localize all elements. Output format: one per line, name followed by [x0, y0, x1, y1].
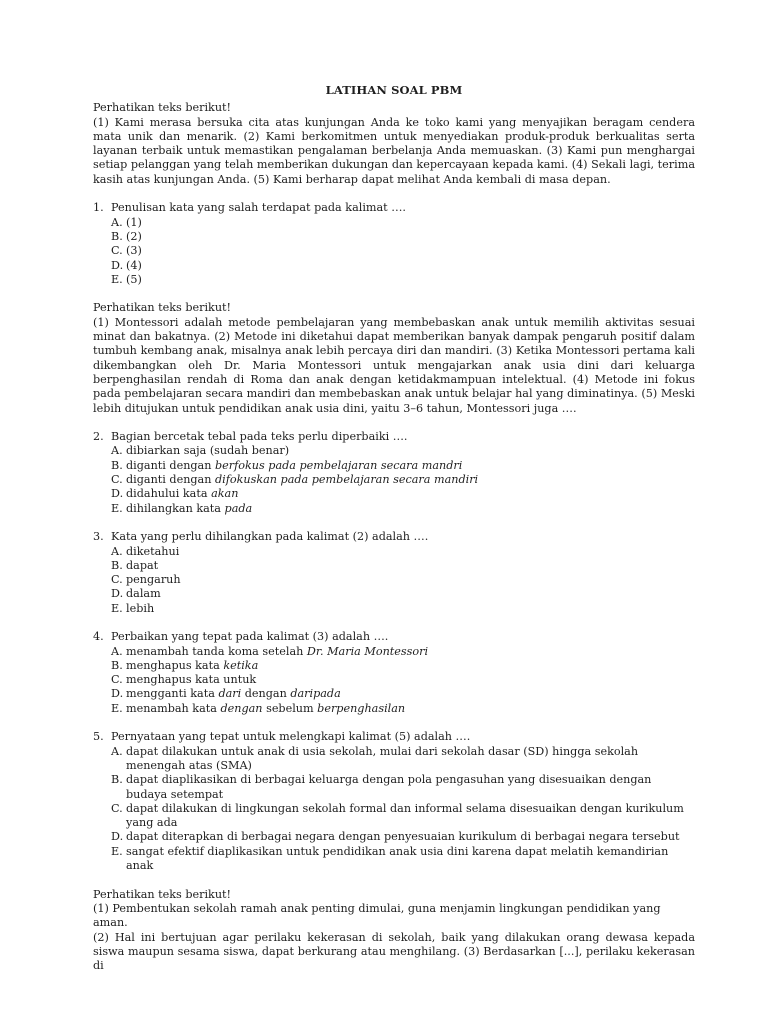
- option-text: [126, 673, 695, 687]
- option-text-part: dengan: [241, 687, 291, 701]
- option-text-part: dapat dilakukan untuk anak di usia sekolah, mulai dari sekolah dasar (SD) hingga sekolah menengah atas (SMA): [126, 744, 639, 772]
- answer-option: [93, 602, 695, 616]
- option-letter: C.: [111, 244, 123, 258]
- spacer: [93, 516, 695, 530]
- option-text: [126, 645, 695, 659]
- question-text: Bagian bercetak tebal pada teks perlu diperbaiki ….: [111, 430, 408, 444]
- option-text: [126, 444, 695, 458]
- option-letter: E.: [111, 272, 123, 286]
- question-stem: [93, 730, 695, 744]
- option-text: [126, 545, 695, 559]
- option-text: [126, 573, 695, 587]
- option-text: [126, 587, 695, 601]
- question-4-slot: [93, 630, 695, 716]
- option-text-part: diketahui: [126, 544, 180, 558]
- question-5-slot: [93, 730, 695, 873]
- option-text-part: dapat diterapkan di berbagai negara dengan penyesuaian kurikulum di berbagai negara tersebut: [126, 830, 680, 844]
- option-text: [126, 702, 695, 716]
- question-number: 2.: [93, 430, 104, 444]
- option-text-part: pengaruh: [126, 573, 181, 587]
- option-text: [126, 602, 695, 616]
- question-text: Kata yang perlu dihilangkan pada kalimat (2) adalah ….: [111, 530, 429, 544]
- option-letter: B.: [111, 773, 123, 787]
- option-letter: E.: [111, 501, 123, 515]
- option-text-part: menghapus kata untuk: [126, 673, 257, 687]
- passage-2: (1) Montessori adalah metode pembelajaran yang membebaskan anak untuk memilih aktivitas sesuai minat dan bakatnya. (2) Metode ini diketahui dapat memberikan banyak dampak pengaruh positif dalam tumbuh kembang anak, misalnya anak lebih percaya diri dan mandiri. (3) Ketika Montessori pertama kali dikembangkan oleh Dr. Maria Montessori untuk mengajarkan anak usia dini dari keluarga berpenghasilan rendah di Roma dan anak dengan ketidakmampuan intelektual. (4) Metode ini fokus pada pembelajaran secara mandiri dan membebaskan anak untuk belajar hal yang diminatinya. (5) Meski lebih ditujukan untuk pendidikan anak usia dini, yaitu 3–6 tahun, Montessori juga ….: [93, 315, 695, 415]
- passage-2-instruction: Perhatikan teks berikut!: [93, 301, 232, 315]
- passage-1: (1) Kami merasa bersuka cita atas kunjungan Anda ke toko kami yang menyajikan beragam cendera mata unik dan menarik. (2) Kami berkomitmen untuk menyediakan produk-produk berkualitas serta layanan terbaik untuk memastikan pengalaman berbelanja Anda memuaskan. (3) Kami pun menghargai setiap pelanggan yang telah memberikan dukungan dan kepercayaan kepada kami. (4) Sekali lagi, terima kasih atas kunjungan Anda. (5) Kami berharap dapat melihat Anda kembali di masa depan.: [93, 115, 695, 186]
- question-5: [93, 730, 695, 873]
- question-stem: [93, 201, 695, 215]
- answer-option: [93, 230, 695, 244]
- answer-option: [93, 802, 695, 831]
- option-text: [126, 802, 695, 831]
- answer-option: [93, 659, 695, 673]
- answer-option: [93, 244, 695, 258]
- answer-option: [93, 573, 695, 587]
- answer-option: [93, 259, 695, 273]
- answer-option: [93, 673, 695, 687]
- option-text-part: (2): [126, 229, 142, 243]
- answer-options: [93, 645, 695, 716]
- option-letter: C.: [111, 801, 123, 815]
- spacer: [93, 616, 695, 630]
- question-2-slot: [93, 430, 695, 516]
- question-text: Pernyataan yang tepat untuk melengkapi kalimat (5) adalah ….: [111, 730, 471, 744]
- answer-options: [93, 216, 695, 287]
- answer-option: [93, 273, 695, 287]
- option-text-italic: ketika: [223, 658, 259, 672]
- option-text-part: (5): [126, 272, 142, 286]
- option-letter: C.: [111, 573, 123, 587]
- option-text: [126, 845, 695, 874]
- answer-option: [93, 773, 695, 802]
- option-text-italic: akan: [211, 487, 239, 501]
- option-text-italic: dari: [218, 687, 242, 701]
- answer-option: [93, 702, 695, 716]
- option-text: [126, 773, 695, 802]
- option-text: [126, 230, 695, 244]
- option-text-italic: berfokus pada pembelajaran secara mandri: [215, 458, 463, 472]
- question-2: [93, 430, 695, 516]
- question-3: [93, 530, 695, 616]
- option-text-part: didahului kata: [126, 487, 212, 501]
- option-text: [126, 216, 695, 230]
- option-text: [126, 502, 695, 516]
- option-text-part: lebih: [126, 601, 155, 615]
- option-text-part: (4): [126, 258, 142, 272]
- option-letter: A.: [111, 444, 123, 458]
- option-text-part: mengganti kata: [126, 687, 219, 701]
- option-letter: A.: [111, 215, 123, 229]
- question-number: 4.: [93, 630, 104, 644]
- option-letter: D.: [111, 587, 124, 601]
- option-text-italic: berpenghasilan: [317, 701, 406, 715]
- question-text: Penulisan kata yang salah terdapat pada kalimat ….: [111, 201, 406, 215]
- question-1: [93, 201, 695, 287]
- question-number: 1.: [93, 201, 104, 215]
- answer-options: [93, 444, 695, 515]
- option-text: [126, 559, 695, 573]
- option-letter: B.: [111, 229, 123, 243]
- option-letter: A.: [111, 644, 123, 658]
- answer-option: [93, 845, 695, 874]
- option-letter: D.: [111, 258, 124, 272]
- option-text: [126, 244, 695, 258]
- answer-option: [93, 745, 695, 774]
- answer-options: [93, 745, 695, 874]
- answer-option: [93, 502, 695, 516]
- passage-3-instruction: Perhatikan teks berikut!: [93, 887, 232, 901]
- question-stem: [93, 530, 695, 544]
- answer-option: [93, 545, 695, 559]
- answer-option: [93, 473, 695, 487]
- answer-option: [93, 645, 695, 659]
- answer-options: [93, 545, 695, 616]
- option-text-part: dalam: [126, 587, 161, 601]
- spacer: [93, 716, 695, 730]
- spacer: [93, 873, 695, 887]
- option-text-part: diganti dengan: [126, 473, 215, 487]
- option-letter: C.: [111, 673, 123, 687]
- option-letter: D.: [111, 487, 124, 501]
- option-text: [126, 473, 695, 487]
- option-letter: A.: [111, 744, 123, 758]
- question-stem: [93, 630, 695, 644]
- answer-option: [93, 559, 695, 573]
- option-text-italic: Dr. Maria Montessori: [306, 644, 429, 658]
- spacer: [93, 416, 695, 430]
- question-3-slot: [93, 530, 695, 616]
- option-text-part: dihilangkan kata: [126, 501, 225, 515]
- answer-option: [93, 216, 695, 230]
- option-text-part: menambah tanda koma setelah: [126, 644, 307, 658]
- question-number: 5.: [93, 730, 104, 744]
- option-letter: E.: [111, 701, 123, 715]
- question-1-slot: [93, 201, 695, 287]
- option-text: [126, 487, 695, 501]
- option-text-part: dapat dilakukan di lingkungan sekolah formal dan informal selama disesuaikan dengan kurikulum yang ada: [126, 801, 684, 830]
- answer-option: [93, 830, 695, 844]
- option-text-part: (1): [126, 215, 142, 229]
- option-text-italic: pada: [224, 501, 253, 515]
- passage-3-line-1: (1) Pembentukan sekolah ramah anak penting dimulai, guna menjamin lingkungan pendidikan yang aman.: [93, 901, 661, 930]
- option-text: [126, 659, 695, 673]
- option-text: [126, 830, 695, 844]
- option-text-part: menghapus kata: [126, 658, 224, 672]
- option-letter: C.: [111, 473, 123, 487]
- option-text-italic: daripada: [290, 687, 341, 701]
- question-text: Perbaikan yang tepat pada kalimat (3) adalah ….: [111, 630, 389, 644]
- option-letter: D.: [111, 830, 124, 844]
- option-letter: B.: [111, 558, 123, 572]
- question-stem: [93, 430, 695, 444]
- spacer: [93, 187, 695, 201]
- option-text-part: dapat diaplikasikan di berbagai keluarga dengan pola pengasuhan yang disesuaikan dengan budaya setempat: [126, 773, 652, 801]
- option-letter: B.: [111, 658, 123, 672]
- answer-option: [93, 444, 695, 458]
- option-letter: A.: [111, 544, 123, 558]
- option-letter: B.: [111, 458, 123, 472]
- option-letter: E.: [111, 844, 123, 858]
- option-text-part: dibiarkan saja (sudah benar): [126, 444, 290, 458]
- spacer: [93, 287, 695, 301]
- option-text: [126, 745, 695, 774]
- option-text: [126, 687, 695, 701]
- option-text-part: sangat efektif diaplikasikan untuk pendidikan anak usia dini karena dapat melatih kemandirian anak: [126, 844, 669, 873]
- option-text-part: dapat: [126, 558, 159, 572]
- answer-option: [93, 687, 695, 701]
- option-text-italic: difokuskan pada pembelajaran secara mandiri: [215, 473, 479, 487]
- answer-option: [93, 587, 695, 601]
- option-letter: D.: [111, 687, 124, 701]
- question-4: [93, 630, 695, 716]
- option-text-italic: dengan: [220, 701, 263, 715]
- answer-option: [93, 487, 695, 501]
- passage-3: (2) Hal ini bertujuan agar perilaku kekerasan di sekolah, baik yang dilakukan orang dewasa kepada siswa maupun sesama siswa, dapat berkurang atau menghilang. (3) Berdasarkan [...], perilaku kekerasan di: [93, 930, 695, 973]
- option-text-part: diganti dengan: [126, 458, 215, 472]
- option-text-part: sebelum: [262, 701, 318, 715]
- option-text: [126, 459, 695, 473]
- passage-1-instruction: Perhatikan teks berikut!: [93, 101, 232, 115]
- answer-option: [93, 459, 695, 473]
- option-text: [126, 273, 695, 287]
- document-title: LATIHAN SOAL PBM: [325, 83, 463, 97]
- option-text-part: menambah kata: [126, 701, 221, 715]
- option-letter: E.: [111, 601, 123, 615]
- question-number: 3.: [93, 530, 104, 544]
- option-text-part: (3): [126, 244, 142, 258]
- option-text: [126, 259, 695, 273]
